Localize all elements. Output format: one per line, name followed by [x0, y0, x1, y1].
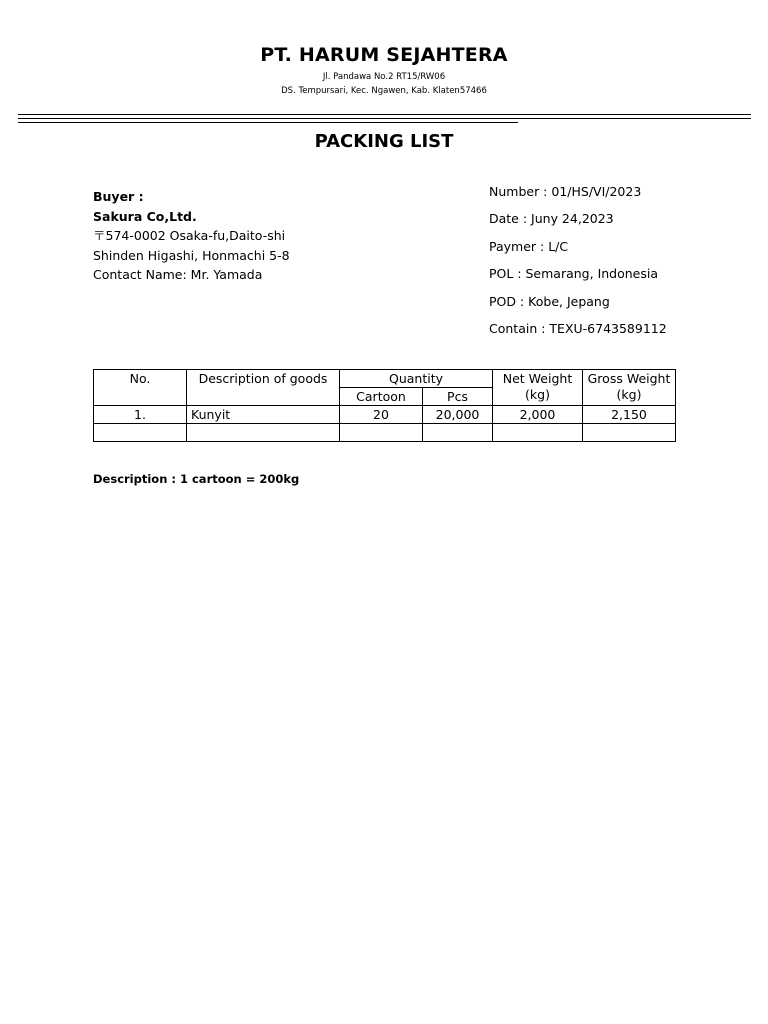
cell-net-weight: 2,000 [493, 406, 583, 424]
port-of-discharge: POD : Kobe, Jepang [489, 294, 610, 309]
description-note: Description : 1 cartoon = 200kg [93, 472, 300, 486]
cell-cartoon: 20 [340, 406, 423, 424]
invoice-date: Date : Juny 24,2023 [489, 211, 614, 226]
document-title: PACKING LIST [314, 131, 454, 152]
cell-gross-weight: 2,150 [583, 406, 676, 424]
cell-description [187, 424, 340, 442]
header-net-weight: Net Weight (kg) [493, 370, 583, 406]
company-name: PT. HARUM SEJAHTERA [260, 44, 508, 66]
header-no: No. [94, 370, 187, 406]
header-divider-middle [18, 118, 751, 119]
buyer-contact: Contact Name: Mr. Yamada [93, 267, 263, 282]
table-row [94, 406, 676, 424]
header-divider-top [18, 114, 751, 115]
buyer-address-line2: Shinden Higashi, Honmachi 5-8 [93, 247, 290, 263]
cell-cartoon [340, 424, 423, 442]
container-number: Contain : TEXU-6743589112 [489, 321, 667, 336]
header-cartoon: Cartoon [340, 388, 423, 406]
buyer-label: Buyer : [93, 189, 144, 204]
header-pcs: Pcs [423, 388, 493, 406]
header-quantity: Quantity [340, 370, 493, 388]
cell-no: 1. [94, 406, 187, 424]
invoice-number: Number : 01/HS/VI/2023 [489, 184, 642, 199]
buyer-address-line1: 〒574-0002 Osaka-fu,Daito-shi [93, 228, 286, 243]
header-divider-bottom [18, 122, 518, 123]
table-header-row [94, 370, 676, 388]
cell-gross-weight [583, 424, 676, 442]
company-address-line2: DS. Tempursari, Kec. Ngawen, Kab. Klaten57466 [281, 86, 487, 96]
cell-net-weight [493, 424, 583, 442]
cell-no [94, 424, 187, 442]
company-address-line1: Jl. Pandawa No.2 RT15/RW06 [322, 72, 446, 82]
cell-pcs [423, 424, 493, 442]
payment-method: Paymer : L/C [489, 239, 569, 254]
buyer-block [93, 187, 290, 285]
header-gross-weight: Gross Weight (kg) [583, 370, 676, 406]
table-row [94, 424, 676, 442]
goods-table [93, 369, 676, 442]
buyer-company: Sakura Co,Ltd. [93, 208, 197, 224]
cell-description: Kunyit [187, 406, 340, 424]
cell-pcs: 20,000 [423, 406, 493, 424]
header-description: Description of goods [187, 370, 340, 406]
port-of-loading: POL : Semarang, Indonesia [489, 266, 659, 281]
